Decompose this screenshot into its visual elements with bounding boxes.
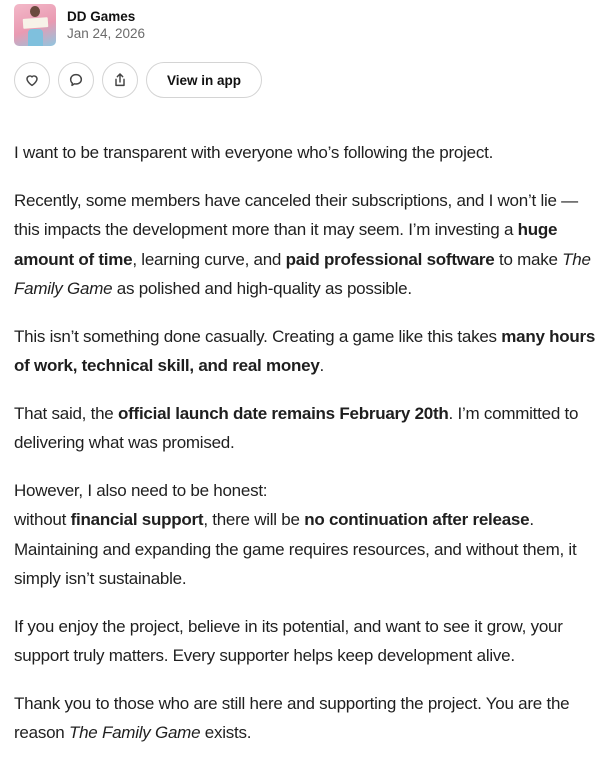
paragraph-text: I want to be transparent with everyone who’s following the project. <box>14 143 494 162</box>
italic-text: The Family Game <box>14 249 591 298</box>
author-avatar[interactable] <box>14 4 56 46</box>
post-paragraph <box>14 476 604 594</box>
post-paragraph <box>14 612 604 671</box>
paragraph-text: If you enjoy the project, believe in its potential, and want to see it grow, your support truly matters. Every supporter helps keep development alive. <box>14 616 563 665</box>
bold-text: huge amount of time <box>14 220 558 269</box>
share-button[interactable] <box>102 62 138 98</box>
bold-text: many hours of work, technical skill, and real money <box>14 326 596 375</box>
paragraph-text: , learning curve, and <box>132 249 286 269</box>
post-actions <box>14 62 262 98</box>
paragraph-text: . <box>319 356 325 375</box>
paragraph-text: That said, the <box>14 403 118 423</box>
post-paragraph <box>14 138 604 168</box>
post-paragraph <box>14 689 604 748</box>
paragraph-text: as polished and high-quality as possible. <box>112 279 412 298</box>
bold-text: paid professional software <box>285 249 495 269</box>
paragraph-text: . I’m committed to delivering what was promised. <box>14 403 579 452</box>
bold-text: financial support <box>70 510 204 529</box>
author-name[interactable]: DD Games <box>67 8 136 24</box>
like-button[interactable] <box>14 62 50 98</box>
paragraph-text: This isn’t something done casually. Creating a game like this takes <box>14 326 502 346</box>
italic-text: The Family Game <box>68 723 201 742</box>
paragraph-text: Thank you to those who are still here and supporting the project. You are the reason <box>14 693 570 742</box>
post-paragraph <box>14 186 604 304</box>
paragraph-text: to make <box>494 249 563 269</box>
paragraph-text: However, I also need to be honest: <box>14 480 268 500</box>
post-paragraph <box>14 322 604 381</box>
paragraph-text: Recently, some members have canceled their subscriptions, and I won’t lie — this impacts the development more than it may seem. I’m investing a <box>14 190 578 239</box>
bold-text: no continuation after release <box>304 510 530 529</box>
post-date: Jan 24, 2026 <box>67 25 146 41</box>
post-header <box>14 4 145 46</box>
paragraph-text: , there will be <box>203 510 305 529</box>
share-icon <box>112 72 128 88</box>
paragraph-text: . Maintaining and expanding the game requires resources, and without them, it simply isn’t sustainable. <box>14 510 577 588</box>
paragraph-text: without <box>14 510 71 529</box>
comment-button[interactable] <box>58 62 94 98</box>
bold-text: official launch date remains February 20th <box>117 403 449 423</box>
post-paragraph <box>14 399 604 458</box>
post-body <box>14 138 604 766</box>
comment-icon <box>68 72 84 88</box>
view-in-app-button[interactable]: View in app <box>146 62 262 98</box>
paragraph-text: exists. <box>200 723 252 742</box>
heart-icon <box>24 72 40 88</box>
